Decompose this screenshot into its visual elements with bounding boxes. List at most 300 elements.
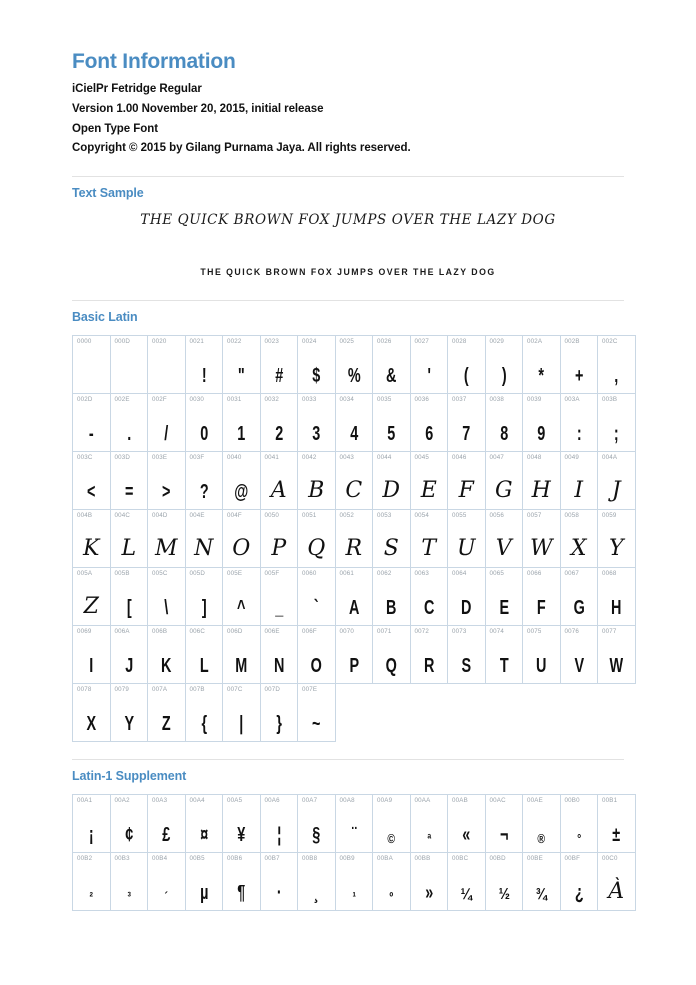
glyph-cell[interactable] <box>448 336 486 394</box>
glyph-code-label: 0051 <box>302 512 317 520</box>
glyph-cell[interactable] <box>485 853 523 911</box>
glyph-cell[interactable] <box>185 626 223 684</box>
glyph-character: Y <box>608 536 624 562</box>
glyph-cell[interactable] <box>448 626 486 684</box>
glyph-cell[interactable] <box>73 626 111 684</box>
glyph-cell-empty <box>598 684 636 742</box>
glyph-cell[interactable] <box>185 510 223 568</box>
glyph-code-label: 006F <box>302 628 317 636</box>
glyph-cell[interactable] <box>335 510 373 568</box>
glyph-cell[interactable] <box>410 795 448 853</box>
glyph-cell[interactable] <box>373 394 411 452</box>
glyph-character: H <box>531 478 551 504</box>
glyph-code-label: 0041 <box>264 454 280 462</box>
glyph-cell[interactable] <box>110 452 148 510</box>
glyph-character: J <box>611 478 621 504</box>
glyph-cell[interactable] <box>560 510 598 568</box>
glyph-character: B <box>308 478 325 504</box>
glyph-code-label: 002D <box>77 396 93 404</box>
glyph-code-label: 0065 <box>489 570 505 578</box>
glyph-character: ( <box>463 365 469 388</box>
glyph-code-label: 00A2 <box>114 797 130 805</box>
glyph-cell[interactable] <box>523 336 561 394</box>
glyph-code-label: 0079 <box>114 686 130 694</box>
glyph-code-label: 00BC <box>452 855 469 863</box>
glyph-cell[interactable] <box>410 626 448 684</box>
page-title: Font Information <box>72 50 236 73</box>
glyph-cell[interactable] <box>560 853 598 911</box>
glyph-code-label: 003C <box>77 454 93 462</box>
glyph-code-label: 0068 <box>602 570 617 578</box>
glyph-cell[interactable] <box>373 568 411 626</box>
glyph-cell[interactable] <box>485 510 523 568</box>
glyph-cell[interactable] <box>335 626 373 684</box>
glyph-character: : <box>576 423 582 446</box>
glyph-code-label: 0025 <box>339 338 355 346</box>
glyph-cell[interactable] <box>560 626 598 684</box>
glyph-cell[interactable] <box>148 795 186 853</box>
glyph-cell[interactable] <box>485 795 523 853</box>
glyph-cell-empty <box>373 684 411 742</box>
glyph-cell[interactable] <box>298 394 336 452</box>
glyph-cell[interactable] <box>260 626 298 684</box>
glyph-cell[interactable] <box>523 394 561 452</box>
glyph-cell[interactable] <box>523 452 561 510</box>
glyph-cell[interactable] <box>410 336 448 394</box>
glyph-character: O <box>310 655 322 678</box>
glyph-code-label: 007C <box>227 686 243 694</box>
glyph-code-label: 0058 <box>564 512 580 520</box>
glyph-cell[interactable] <box>148 336 186 394</box>
glyph-code-label: 0076 <box>564 628 580 636</box>
glyph-character: M <box>154 536 178 562</box>
glyph-cell[interactable] <box>373 853 411 911</box>
glyph-character: [ <box>126 597 132 620</box>
glyph-code-label: 004A <box>602 454 618 462</box>
glyph-cell[interactable] <box>560 568 598 626</box>
glyph-cell[interactable] <box>298 626 336 684</box>
glyph-character: F <box>536 597 546 620</box>
glyph-cell[interactable] <box>598 336 636 394</box>
glyph-character: 4 <box>349 423 358 446</box>
glyph-cell[interactable] <box>148 684 186 742</box>
glyph-code-label: 006A <box>114 628 130 636</box>
glyph-character: C <box>423 597 434 620</box>
glyph-cell[interactable] <box>410 394 448 452</box>
glyph-character: ³ <box>127 889 131 905</box>
glyph-cell[interactable] <box>73 394 111 452</box>
glyph-code-label: 0069 <box>77 628 92 636</box>
glyph-character: = <box>124 481 133 504</box>
glyph-cell[interactable] <box>373 336 411 394</box>
glyph-character: ¬ <box>499 824 508 847</box>
glyph-cell[interactable] <box>185 394 223 452</box>
glyph-code-label: 002E <box>114 396 130 404</box>
glyph-character: $ <box>312 365 321 388</box>
glyph-character: X <box>570 536 587 562</box>
glyph-row <box>73 452 636 510</box>
glyph-cell[interactable] <box>73 452 111 510</box>
glyph-cell[interactable] <box>523 510 561 568</box>
glyph-cell[interactable] <box>185 795 223 853</box>
glyph-character: O <box>232 536 251 562</box>
glyph-code-label: 0036 <box>414 396 430 404</box>
glyph-cell[interactable] <box>598 626 636 684</box>
glyph-character: N <box>194 536 214 562</box>
glyph-cell[interactable] <box>410 568 448 626</box>
glyph-cell[interactable] <box>373 795 411 853</box>
glyph-cell[interactable] <box>298 336 336 394</box>
glyph-character: F <box>458 478 474 504</box>
glyph-cell[interactable] <box>373 626 411 684</box>
glyph-code-label: 004E <box>189 512 205 520</box>
glyph-cell-empty <box>523 684 561 742</box>
glyph-code-label: 004B <box>77 512 93 520</box>
glyph-code-label: 0031 <box>227 396 242 404</box>
glyph-cell[interactable] <box>598 853 636 911</box>
glyph-code-label: 005E <box>227 570 243 578</box>
glyph-code-label: 00AE <box>527 797 543 805</box>
glyph-cell[interactable] <box>335 452 373 510</box>
glyph-cell[interactable] <box>110 795 148 853</box>
glyph-cell[interactable] <box>335 795 373 853</box>
glyph-row <box>73 568 636 626</box>
glyph-character: 8 <box>499 423 508 446</box>
glyph-code-label: 007D <box>264 686 281 694</box>
glyph-cell[interactable] <box>298 853 336 911</box>
glyph-cell[interactable] <box>560 336 598 394</box>
glyph-cell[interactable] <box>260 684 298 742</box>
glyph-code-label: 002C <box>602 338 618 346</box>
glyph-character: ¼ <box>460 886 472 904</box>
glyph-character: ¸ <box>313 882 319 905</box>
glyph-code-label: 007E <box>302 686 318 694</box>
font-version: Version 1.00 November 20, 2015, initial release <box>72 102 324 115</box>
glyph-character: _ <box>274 597 283 620</box>
glyph-cell[interactable] <box>110 684 148 742</box>
glyph-cell[interactable] <box>373 510 411 568</box>
glyph-code-label: 00A5 <box>227 797 243 805</box>
glyph-cell[interactable] <box>185 336 223 394</box>
glyph-character: Z <box>83 594 99 620</box>
glyph-cell[interactable] <box>448 394 486 452</box>
glyph-cell[interactable] <box>448 510 486 568</box>
glyph-cell[interactable] <box>110 853 148 911</box>
glyph-character: G <box>573 597 585 620</box>
glyph-cell[interactable] <box>260 510 298 568</box>
glyph-row <box>73 394 636 452</box>
glyph-cell[interactable] <box>598 510 636 568</box>
glyph-character: P <box>348 655 359 678</box>
glyph-cell[interactable] <box>260 336 298 394</box>
glyph-cell[interactable] <box>523 795 561 853</box>
glyph-cell-empty <box>335 684 373 742</box>
glyph-cell[interactable] <box>223 626 261 684</box>
glyph-character: ¾ <box>535 886 547 904</box>
glyph-code-label: 0023 <box>264 338 280 346</box>
glyph-cell[interactable] <box>148 853 186 911</box>
font-format: Open Type Font <box>72 122 158 135</box>
glyph-cell[interactable] <box>448 795 486 853</box>
glyph-row <box>73 626 636 684</box>
glyph-code-label: 0032 <box>264 396 280 404</box>
glyph-code-label: 0033 <box>302 396 317 404</box>
glyph-cell[interactable] <box>73 568 111 626</box>
glyph-cell[interactable] <box>335 394 373 452</box>
glyph-cell[interactable] <box>598 394 636 452</box>
glyph-character: " <box>237 365 245 388</box>
glyph-code-label: 00A1 <box>77 797 93 805</box>
glyph-cell[interactable] <box>73 336 111 394</box>
glyph-code-label: 0043 <box>339 454 355 462</box>
glyph-code-label: 0022 <box>227 338 242 346</box>
glyph-character: J <box>124 655 133 678</box>
glyph-character: ] <box>201 597 207 620</box>
section-title-basic-latin: Basic Latin <box>72 310 138 325</box>
glyph-cell[interactable] <box>110 394 148 452</box>
glyph-character: V <box>495 536 512 562</box>
glyph-cell[interactable] <box>185 452 223 510</box>
glyph-cell[interactable] <box>298 684 336 742</box>
glyph-code-label: 006C <box>189 628 206 636</box>
glyph-cell[interactable] <box>335 568 373 626</box>
glyph-code-label: 004F <box>227 512 242 520</box>
glyph-code-label: 0027 <box>414 338 430 346</box>
glyph-cell[interactable] <box>223 394 261 452</box>
glyph-cell[interactable] <box>223 336 261 394</box>
glyph-cell[interactable] <box>223 452 261 510</box>
glyph-code-label: 00B9 <box>339 855 355 863</box>
glyph-cell[interactable] <box>223 510 261 568</box>
glyph-code-label: 0055 <box>452 512 467 520</box>
glyph-code-label: 006E <box>264 628 280 636</box>
glyph-cell[interactable] <box>110 510 148 568</box>
glyph-code-label: 00B8 <box>302 855 318 863</box>
glyph-code-label: 00B5 <box>189 855 205 863</box>
font-copyright: Copyright © 2015 by Gilang Purnama Jaya. All rights reserved. <box>72 142 411 155</box>
section-divider <box>72 300 624 301</box>
glyph-character: > <box>162 481 171 504</box>
glyph-character: ` <box>313 597 319 620</box>
glyph-cell[interactable] <box>410 510 448 568</box>
glyph-code-label: 0063 <box>414 570 430 578</box>
glyph-code-label: 0052 <box>339 512 355 520</box>
glyph-character: D <box>461 597 472 620</box>
glyph-code-label: 0044 <box>377 454 392 462</box>
glyph-code-label: 0056 <box>489 512 505 520</box>
glyph-cell[interactable] <box>148 394 186 452</box>
glyph-cell[interactable] <box>73 684 111 742</box>
glyph-cell[interactable] <box>410 853 448 911</box>
glyph-cell[interactable] <box>560 452 598 510</box>
glyph-character: ¿ <box>574 882 584 905</box>
glyph-character: . <box>126 423 131 446</box>
glyph-character: · <box>276 882 282 905</box>
glyph-character: 1 <box>237 423 246 446</box>
glyph-character: I <box>89 655 94 678</box>
glyph-cell[interactable] <box>523 568 561 626</box>
glyph-character: < <box>87 481 96 504</box>
glyph-code-label: 00B2 <box>77 855 93 863</box>
glyph-character: 3 <box>312 423 321 446</box>
glyph-cell[interactable] <box>223 684 261 742</box>
glyph-character: K <box>161 655 172 678</box>
sample-spacer <box>72 228 624 268</box>
glyph-code-label: 0040 <box>227 454 242 462</box>
glyph-code-label: 00B7 <box>264 855 280 863</box>
section-title-text-sample: Text Sample <box>72 186 144 201</box>
glyph-cell[interactable] <box>148 626 186 684</box>
glyph-cell[interactable] <box>260 568 298 626</box>
glyph-cell[interactable] <box>448 452 486 510</box>
glyph-character: S <box>461 655 472 678</box>
glyph-character: E <box>498 597 509 620</box>
glyph-code-label: 0045 <box>414 454 430 462</box>
section-latin1-supplement <box>72 759 624 911</box>
glyph-code-label: 0061 <box>339 570 355 578</box>
glyph-cell[interactable] <box>110 626 148 684</box>
glyph-code-label: 005B <box>114 570 130 578</box>
glyph-cell[interactable] <box>148 510 186 568</box>
glyph-cell[interactable] <box>148 568 186 626</box>
glyph-cell[interactable] <box>448 853 486 911</box>
glyph-code-label: 00AA <box>414 797 431 805</box>
glyph-character: ! <box>201 365 207 388</box>
glyph-cell[interactable] <box>185 684 223 742</box>
glyph-cell[interactable] <box>335 853 373 911</box>
glyph-code-label: 0062 <box>377 570 392 578</box>
glyph-character: U <box>456 536 476 562</box>
glyph-code-label: 0024 <box>302 338 317 346</box>
glyph-cell[interactable] <box>260 853 298 911</box>
glyph-code-label: 0042 <box>302 454 317 462</box>
glyph-character: ¦ <box>276 824 281 847</box>
glyph-cell[interactable] <box>223 795 261 853</box>
glyph-code-label: 00A8 <box>339 797 355 805</box>
glyph-code-label: 00B4 <box>152 855 168 863</box>
glyph-character: { <box>200 713 207 736</box>
glyph-cell[interactable] <box>598 568 636 626</box>
glyph-code-label: 00A9 <box>377 797 393 805</box>
glyph-character: % <box>347 365 361 388</box>
glyph-cell[interactable] <box>298 452 336 510</box>
glyph-code-label: 00A7 <box>302 797 318 805</box>
glyph-cell[interactable] <box>598 452 636 510</box>
glyph-cell[interactable] <box>523 626 561 684</box>
glyph-character: * <box>538 365 545 388</box>
glyph-cell[interactable] <box>185 568 223 626</box>
glyph-code-label: 00A4 <box>189 797 205 805</box>
glyph-cell[interactable] <box>485 626 523 684</box>
glyph-character: » <box>424 882 433 905</box>
glyph-cell[interactable] <box>448 568 486 626</box>
glyph-row <box>73 795 636 853</box>
glyph-character: # <box>274 365 283 388</box>
glyph-row <box>73 510 636 568</box>
glyph-code-label: 0034 <box>339 396 355 404</box>
glyph-code-label: 004C <box>114 512 131 520</box>
glyph-cell[interactable] <box>260 394 298 452</box>
glyph-cell[interactable] <box>560 394 598 452</box>
glyph-character: K <box>83 536 100 562</box>
glyph-cell[interactable] <box>523 853 561 911</box>
glyph-character: À <box>608 879 625 905</box>
glyph-cell[interactable] <box>260 795 298 853</box>
glyph-character: @ <box>234 481 249 504</box>
glyph-cell[interactable] <box>260 452 298 510</box>
glyph-cell[interactable] <box>298 510 336 568</box>
glyph-code-label: 005D <box>189 570 206 578</box>
section-title-latin1-supplement: Latin-1 Supplement <box>72 769 187 784</box>
glyph-code-label: 0029 <box>489 338 505 346</box>
glyph-code-label: 003A <box>564 396 580 404</box>
glyph-cell[interactable] <box>410 452 448 510</box>
glyph-cell-empty <box>560 684 598 742</box>
glyph-cell[interactable] <box>298 568 336 626</box>
glyph-code-label: 0057 <box>527 512 542 520</box>
glyph-code-label: 00A3 <box>152 797 168 805</box>
glyph-character: 5 <box>387 423 396 446</box>
glyph-cell[interactable] <box>485 568 523 626</box>
glyph-cell[interactable] <box>73 853 111 911</box>
glyph-cell[interactable] <box>148 452 186 510</box>
glyph-character: Y <box>123 713 134 736</box>
glyph-character: ¨ <box>351 824 357 847</box>
glyph-code-label: 0038 <box>489 396 505 404</box>
section-text-sample <box>72 176 624 283</box>
glyph-character: ± <box>612 824 621 847</box>
glyph-cell[interactable] <box>485 452 523 510</box>
glyph-cell[interactable] <box>560 795 598 853</box>
glyph-cell[interactable] <box>373 452 411 510</box>
glyph-character: ¢ <box>124 824 133 847</box>
glyph-cell[interactable] <box>598 795 636 853</box>
glyph-cell[interactable] <box>110 568 148 626</box>
glyph-cell[interactable] <box>485 394 523 452</box>
glyph-cell[interactable] <box>110 336 148 394</box>
glyph-character: C <box>345 478 363 504</box>
glyph-character: 9 <box>537 423 546 446</box>
glyph-character: ° <box>576 831 581 847</box>
section-basic-latin <box>72 300 624 742</box>
glyph-cell[interactable] <box>298 795 336 853</box>
glyph-cell[interactable] <box>335 336 373 394</box>
text-sample-condensed: THE QUICK BROWN FOX JUMPS OVER THE LAZY DOG <box>200 266 496 278</box>
glyph-character: , <box>614 365 619 388</box>
glyph-cell[interactable] <box>73 795 111 853</box>
glyph-cell[interactable] <box>73 510 111 568</box>
glyph-code-label: 0021 <box>189 338 205 346</box>
glyph-code-label: 007A <box>152 686 168 694</box>
glyph-character: I <box>574 478 584 504</box>
glyph-character: ~ <box>312 713 321 736</box>
glyph-code-label: 005F <box>264 570 280 578</box>
glyph-character: 2 <box>274 423 283 446</box>
glyph-cell[interactable] <box>223 853 261 911</box>
glyph-character: - <box>88 423 94 446</box>
glyph-cell[interactable] <box>485 336 523 394</box>
glyph-code-label: 002A <box>527 338 543 346</box>
glyph-cell[interactable] <box>185 853 223 911</box>
glyph-code-label: 0059 <box>602 512 617 520</box>
glyph-cell[interactable] <box>223 568 261 626</box>
glyph-character: ) <box>501 365 507 388</box>
glyph-code-label: 006B <box>152 628 168 636</box>
glyph-character: T <box>499 655 509 678</box>
glyph-code-label: 00A6 <box>264 797 280 805</box>
glyph-character: º <box>389 889 394 905</box>
glyph-code-label: 0026 <box>377 338 392 346</box>
